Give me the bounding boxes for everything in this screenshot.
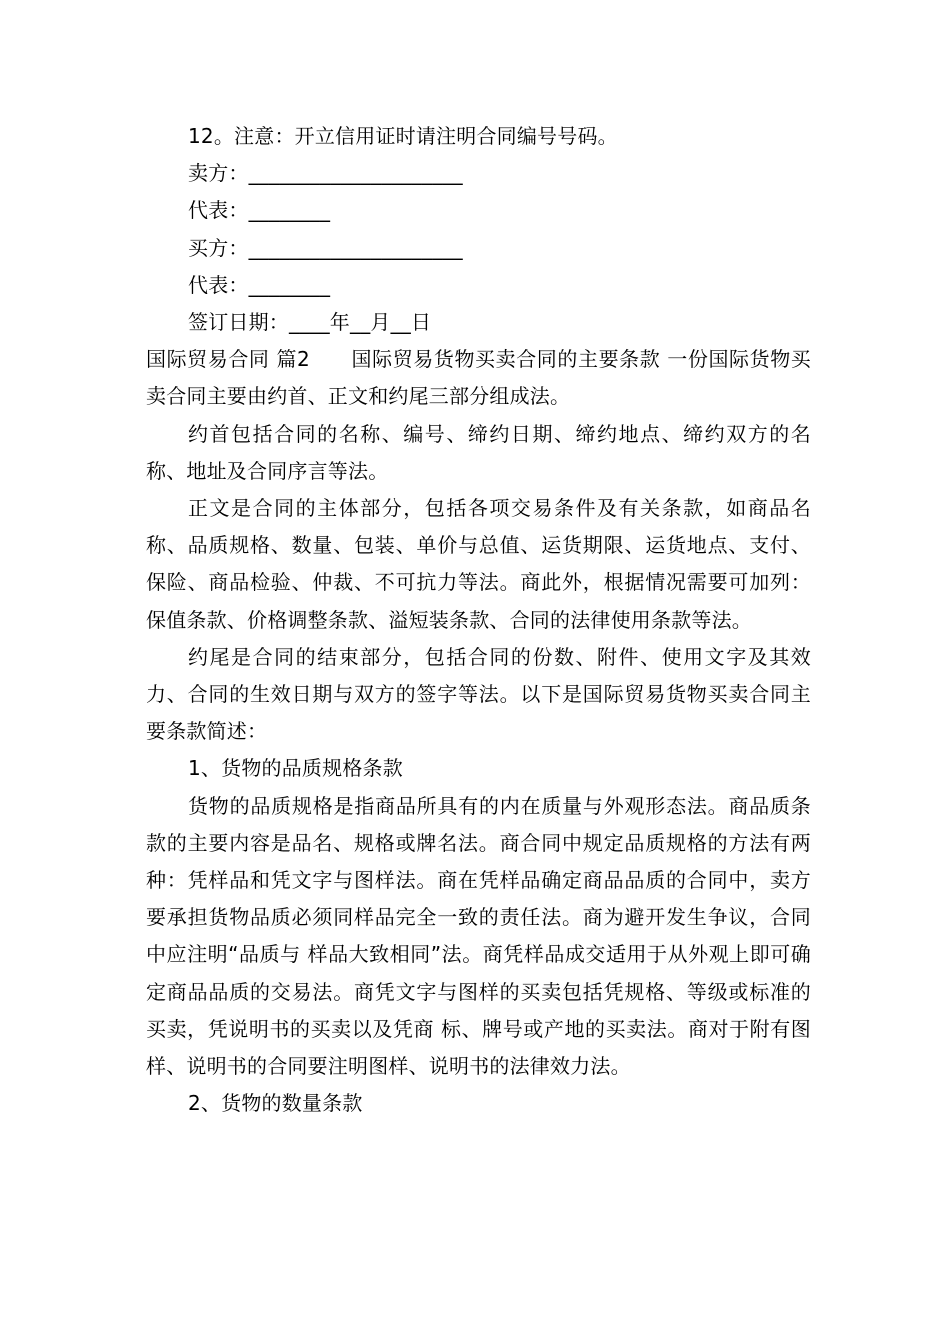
paragraph-ending: 约尾是合同的结束部分，包括合同的份数、附件、使用文字及其效力、合同的生效日期与双方的签字等法。以下是国际贸易货物买卖合同主要条款简述：: [146, 644, 811, 744]
seller-line: 卖方：_____________________: [188, 161, 463, 186]
clause-heading-quantity: 2、货物的数量条款: [188, 1091, 363, 1116]
note-line: 12。注意：开立信用证时请注明合同编号号码。: [188, 124, 618, 148]
paragraph-preamble: 约首包括合同的名称、编号、缔约日期、缔约地点、缔约双方的名称、地址及合同序言等法。: [146, 421, 811, 483]
paragraph-body: 正文是合同的主体部分，包括各项交易条件及有关条款，如商品名称、品质规格、数量、包装、单价与总值、运货期限、运货地点、支付、保险、商品检验、仲裁、不可抗力等法。商此外，根据情况需要可加列：保值条款、价格调整条款、溢短装条款、合同的法律使用条款等法。: [146, 496, 811, 632]
paragraph-quality: 货物的品质规格是指商品所具有的内在质量与外观形态法。商品质条款的主要内容是品名、规格或牌名法。商合同中规定品质规格的方法有两 种：凭样品和凭文字与图样法。商在凭样品确定商品品质的合同中，卖方要承担货物品质必须同样品完全一致的责任法。商为避开发生争议，合同中应注明“品质与 样品大致相同”法。商凭样品成交适用于从外观上即可确定商品品质的交易法。商凭文字与图样的买卖包括凭规格、等级或标准的买卖，凭说明书的买卖以及凭商 标、牌号或产地的买卖法。商对于附有图样、说明书的合同要注明图样、说明书的法律效力法。: [146, 793, 811, 1079]
section-heading-paragraph: 国际贸易合同 篇2 国际贸易货物买卖合同的主要条款 一份国际货物买卖合同主要由约首、正文和约尾三部分组成法。: [146, 347, 811, 409]
buyer-representative-line: 代表：________: [188, 272, 331, 297]
sign-date-line: 签订日期：____年__月__日: [188, 310, 432, 335]
buyer-line: 买方：_____________________: [188, 235, 463, 260]
document-body: [146, 118, 811, 1122]
clause-heading-quality: 1、货物的品质规格条款: [188, 756, 403, 781]
seller-representative-line: 代表：________: [188, 198, 331, 223]
